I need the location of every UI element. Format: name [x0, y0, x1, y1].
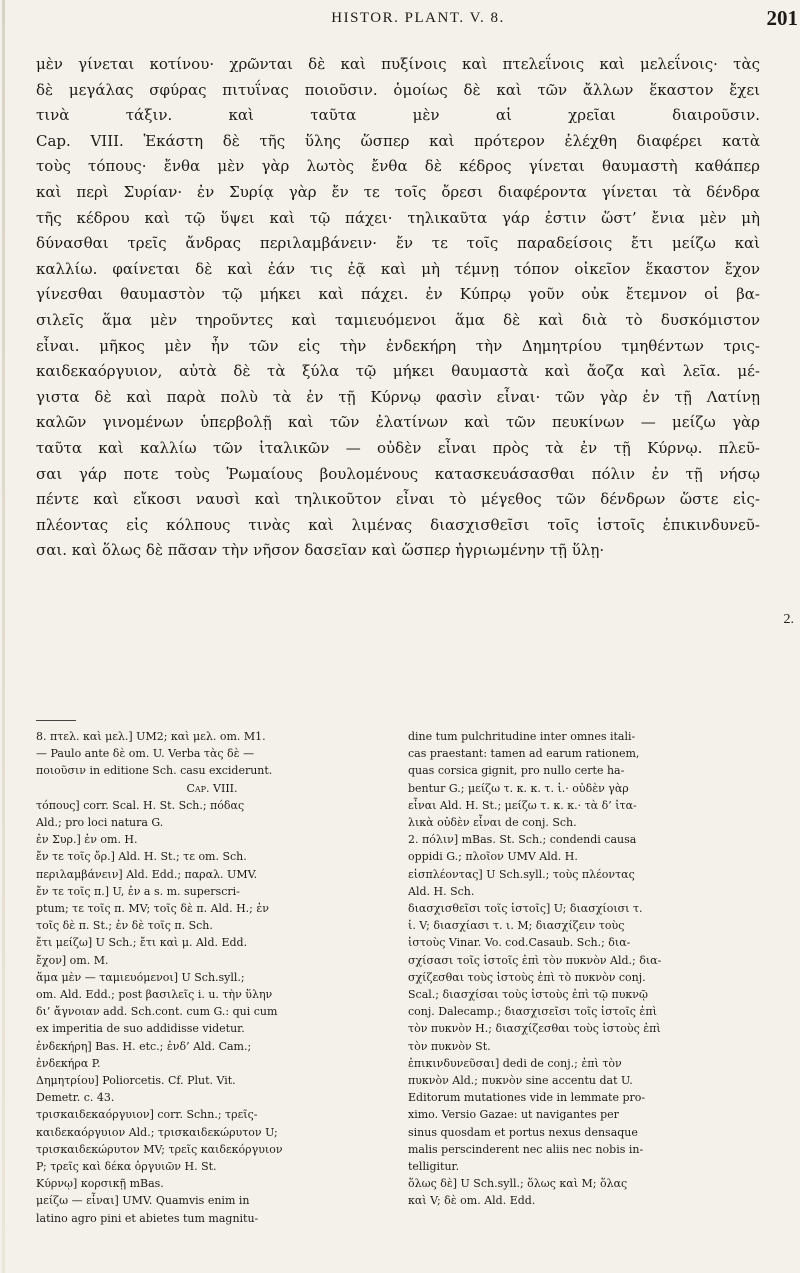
apparatus-line: ἱστοὺς Vinar. Vo. cod.Casaub. Sch.; δια-: [408, 936, 631, 950]
apparatus-line: τρισκαιδεκαόργυιον] corr. Schn.; τρεῖς-: [36, 1108, 258, 1122]
page-gutter-shadow: [2, 0, 5, 1273]
apparatus-column-left: [36, 728, 388, 1227]
apparatus-line: σχίζεσθαι τοὺς ἱστοὺς ἐπὶ τὸ πυκνὸν conj.: [408, 970, 646, 984]
apparatus-line: dine tum pulchritudine inter omnes itali-: [408, 730, 636, 743]
apparatus-line: τόπους] corr. Scal. H. St. Sch.; πόδας: [36, 798, 245, 812]
footnote-separator: [36, 720, 76, 721]
apparatus-line: τοῖς δὲ π. St.; ἐν δὲ τοῖς π. Sch.: [36, 919, 213, 933]
text-line: γιστα δὲ καὶ παρὰ πολὺ τὰ ἐν τῇ Κύρνῳ φασὶν εἶναι· τῶν γὰρ ἐν τῇ Λατίνῃ: [36, 387, 760, 406]
apparatus-line: 8. πτελ. καὶ μελ.] UM2; καὶ μελ. om. M1.: [36, 730, 266, 743]
text-line: σιλεῖς ἅμα μὲν τηροῦντες καὶ ταμιευόμενοι ἅμα δὲ καὶ διὰ τὸ δυσκόμιστον: [36, 310, 760, 329]
critical-apparatus: [36, 728, 760, 1268]
apparatus-line: Δημητρίου] Poliorcetis. Cf. Plut. Vit.: [36, 1074, 236, 1088]
apparatus-line: Κύρνῳ] κορσικῇ mBas.: [36, 1177, 164, 1191]
apparatus-line: ἐν Συρ.] ἐν om. H.: [36, 833, 138, 847]
apparatus-line: τὸν πυκνὸν H.; διασχίζεσθαι τοὺς ἱστοὺς ἐπὶ: [408, 1022, 661, 1036]
apparatus-line: conj. Dalecamp.; διασχισεῖσι τοῖς ἱστοῖς ἐπὶ: [408, 1005, 657, 1019]
apparatus-line: quas corsica gignit, pro nullo certe ha-: [408, 764, 625, 778]
apparatus-line: Demetr. c. 43.: [36, 1091, 115, 1105]
apparatus-line: P; τρεῖς καὶ δέκα ὀργυιῶν H. St.: [36, 1160, 217, 1174]
apparatus-line: — Paulo ante δὲ om. U. Verba τὰς δὲ —: [36, 747, 255, 761]
text-line: γίνεσθαι θαυμαστὸν τῷ μήκει καὶ πάχει. ἐν Κύπρῳ γοῦν οὐκ ἔτεμνον οἱ βα-: [36, 285, 760, 304]
margin-section-number: 2.: [783, 612, 794, 627]
text-line: καλλίω. φαίνεται δὲ καὶ ἐάν τις ἐᾷ καὶ μὴ τέμνῃ τόπον οἰκεῖον ἕκαστον ἔχον: [36, 259, 760, 278]
text-line: τινὰ τάξιν. καὶ ταῦτα μὲν αἱ χρεῖαι διαιροῦσιν.: [36, 106, 760, 125]
apparatus-line: Scal.; διασχίσαι τοὺς ἱστοὺς ἐπὶ τῷ πυκνῷ: [408, 988, 648, 1002]
page-header: [38, 6, 798, 34]
running-head: HISTOR. PLANT. V. 8.: [331, 10, 505, 26]
text-line: εἶναι. μῆκος μὲν ἦν τῶν εἰς τὴν ἐνδεκήρη τὴν Δημητρίου τμηθέντων τρις-: [36, 336, 760, 355]
apparatus-line: om. Ald. Edd.; post βασιλεῖς i. u. τὴν ὕλην: [36, 988, 273, 1002]
text-line: καιδεκαόργυιον, αὐτὰ δὲ τὰ ξύλα τῷ μήκει θαυμαστὰ καὶ ἄοζα καὶ λεῖα. μέ-: [36, 362, 760, 381]
apparatus-line: ὅλως δὲ] U Sch.syll.; ὅλως καὶ M; ὅλας: [408, 1177, 628, 1191]
apparatus-line: Editorum mutationes vide in lemmate pro-: [408, 1091, 646, 1105]
apparatus-line: malis perscinderent nec aliis nec nobis in-: [408, 1142, 644, 1156]
text-line: μὲν γίνεται κοτίνου· χρῶνται δὲ καὶ πυξίνοις καὶ πτελεΐνοις καὶ μελεΐνοις· τὰς: [36, 55, 760, 73]
apparatus-line: Cap. VIII.: [186, 781, 238, 795]
apparatus-line: ἐνδεκήρα P.: [36, 1056, 101, 1070]
apparatus-line: latino agro pini et abietes tum magnitu-: [36, 1211, 259, 1225]
page-number: 201: [766, 6, 798, 30]
text-line: δὲ μεγάλας σφύρας πιτυΐνας ποιοῦσιν. ὁμοίως δὲ καὶ τῶν ἄλλων ἕκαστον ἔχει: [36, 80, 760, 99]
apparatus-line: καιδεκαόργυιον Ald.; τρισκαιδεκώρυτον U;: [36, 1125, 278, 1139]
apparatus-line: cas praestant: tamen ad earum rationem,: [408, 747, 640, 761]
apparatus-line: ἅμα μὲν — ταμιευόμενοι] U Sch.syll.;: [36, 970, 245, 984]
apparatus-line: ἐνδεκήρη] Bas. H. etc.; ἐνδ’ Ald. Cam.;: [36, 1039, 252, 1053]
text-line: Cap. VIII. Ἑκάστη δὲ τῆς ὕλης ὥσπερ καὶ πρότερον ἐλέχθη διαφέρει κατὰ: [36, 131, 760, 150]
apparatus-line: τρισκαιδεκώρυτον MV; τρεῖς καιδεκόργυιον: [36, 1142, 283, 1156]
text-line: καὶ περὶ Συρίαν· ἐν Συρίᾳ γὰρ ἔν τε τοῖς ὄρεσι διαφέροντα γίνεται τὰ δένδρα: [36, 182, 760, 201]
apparatus-line: εἰσπλέοντας] U Sch.syll.; τοὺς πλέοντας: [408, 867, 635, 881]
apparatus-line: ximo. Versio Gazae: ut navigantes per: [408, 1108, 619, 1122]
text-line: σαι γάρ ποτε τοὺς Ῥωμαίους βουλομένους κατασκευάσασθαι πόλιν ἐν τῇ νήσῳ: [36, 464, 760, 483]
apparatus-line: ποιοῦσιν in editione Sch. casu exciderunt.: [36, 764, 273, 778]
apparatus-line: 2. πόλιν] mBas. St. Sch.; condendi causa: [408, 833, 637, 847]
apparatus-line: διασχισθεῖσι τοῖς ἱστοῖς] U; διασχίοισι τ.: [408, 902, 643, 916]
text-line: καλῶν γινομένων ὑπερβολῇ καὶ τῶν ἐλατίνων καὶ τῶν πευκίνων — μείζω γὰρ: [36, 413, 760, 432]
apparatus-line: δι’ ἄγνοιαν add. Sch.cont. cum G.: qui cum: [36, 1005, 278, 1019]
apparatus-line: τὸν πυκνὸν St.: [408, 1039, 491, 1053]
apparatus-line: telligitur.: [408, 1160, 460, 1174]
text-line: πέντε καὶ εἴκοσι ναυσὶ καὶ τηλικοῦτον εἶναι τὸ μέγεθος τῶν δένδρων ὥστε εἰς-: [36, 490, 760, 509]
apparatus-line: ἱ. V; διασχίασι τ. ι. M; διασχίζειν τοὺς: [408, 919, 625, 933]
apparatus-line: oppidi G.; πλοῖον UMV Ald. H.: [408, 850, 578, 864]
apparatus-line: εἶναι Ald. H. St.; μείζω τ. κ. κ.· τὰ δ’ ἰτα-: [408, 798, 637, 812]
text-line: τοὺς τόπους· ἔνθα μὲν γὰρ λωτὸς ἔνθα δὲ κέδρος γίνεται θαυμαστὴ καθάπερ: [36, 157, 760, 176]
apparatus-line: μείζω — εἶναι] UMV. Quamvis enim in: [36, 1194, 250, 1208]
text-line: δύνασθαι τρεῖς ἄνδρας περιλαμβάνειν· ἔν τε τοῖς παραδείσοις ἔτι μείζω καὶ: [36, 234, 760, 253]
apparatus-line: ἔν τε τοῖς π.] U, ἐν a s. m. superscri-: [36, 884, 240, 898]
apparatus-line: sinus quosdam et portus nexus densaque: [408, 1125, 638, 1139]
apparatus-line: ἐπικινδυνεῦσαι] dedi de conj.; ἐπὶ τὸν: [408, 1056, 622, 1070]
apparatus-line: καὶ V; δὲ om. Ald. Edd.: [408, 1194, 536, 1208]
apparatus-line: Ald. H. Sch.: [408, 884, 475, 898]
apparatus-line: ἔν τε τοῖς ὄρ.] Ald. H. St.; τε om. Sch.: [36, 850, 247, 864]
apparatus-column-right: [408, 728, 760, 1210]
apparatus-line: ex imperitia de suo addidisse videtur.: [36, 1022, 245, 1036]
text-line: ταῦτα καὶ καλλίω τῶν ἰταλικῶν — οὐδὲν εἶναι πρὸς τὰ ἐν τῇ Κύρνῳ. πλεῦ-: [36, 438, 760, 457]
text-line: πλέοντας εἰς κόλπους τινὰς καὶ λιμένας διασχισθεῖσι τοῖς ἱστοῖς ἐπικινδυνεῦ-: [36, 515, 760, 534]
apparatus-line: Ald.; pro loci natura G.: [36, 816, 164, 830]
apparatus-line: πυκνὸν Ald.; πυκνὸν sine accentu dat U.: [408, 1074, 633, 1088]
text-line: σαι. καὶ ὅλως δὲ πᾶσαν τὴν νῆσον δασεῖαν καὶ ὥσπερ ἠγριωμένην τῇ ὕλῃ·: [36, 541, 605, 560]
apparatus-line: bentur G.; μείζω τ. κ. κ. τ. ἰ.· οὐδὲν γὰρ: [408, 781, 629, 795]
main-greek-text: [36, 52, 760, 564]
apparatus-line: σχίσασι τοῖς ἱστοῖς ἐπὶ τὸν πυκνὸν Ald.; δια-: [408, 953, 662, 967]
apparatus-line: περιλαμβάνειν] Ald. Edd.; παραλ. UMV.: [36, 867, 258, 881]
apparatus-line: ptum; τε τοῖς π. MV; τοῖς δὲ π. Ald. H.; ἐν: [36, 902, 269, 916]
apparatus-line: ἔτι μείζω] U Sch.; ἔτι καὶ μ. Ald. Edd.: [36, 936, 248, 950]
apparatus-line: ἔχον] om. M.: [36, 953, 109, 967]
text-line: τῆς κέδρου καὶ τῷ ὕψει καὶ τῷ πάχει· τηλικαῦτα γάρ ἐστιν ὥστ’ ἔνια μὲν μὴ: [36, 208, 760, 227]
apparatus-line: λικὰ οὐδὲν εἶναι de conj. Sch.: [408, 816, 577, 830]
